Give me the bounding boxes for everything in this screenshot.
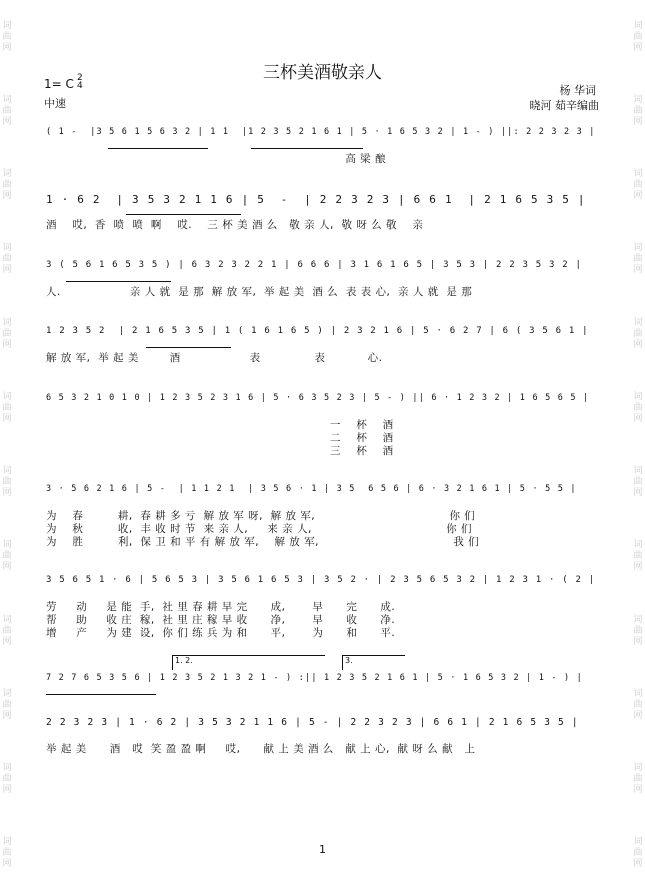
beam-underline [126,214,241,215]
notation-line: 3 · 5 6 2 1 6 | 5 - | 1 1 2 1 | 3 5 6 · 1 | 3 5 6 5 6 | 6 · 3 2 1 6 1 | 5 · 5 5 | [46,484,577,494]
notation-line: 3 ( 5 6 1 6 5 3 5 ) | 6 3 2 3 2 2 1 | 6 6 6 | 3 1 6 1 6 5 | 3 5 3 | 2 2 3 5 3 2 | [46,260,583,270]
staff-system-9 [46,717,601,791]
lyrics-line: 帮 助 收 庄 稼, 社 里 庄 稼 早 收 净, 早 收 净. [46,614,396,626]
key-signature [44,73,83,91]
composer-credit: 晓河 茹辛编曲 [529,99,599,112]
first-ending-bracket [172,655,325,670]
first-ending-label: 1. 2. [175,656,193,665]
lyrics-line: 二 杯 酒 [46,432,394,444]
second-ending-bracket [342,655,405,670]
time-signature [77,74,83,90]
beam-underline [66,281,171,282]
staff-system-1 [46,127,601,201]
lyrics-line: 为 秋 收, 丰 收 时 节 来 亲 人, 来 亲 人, 你 们 [46,523,472,535]
lyricist-credit: 杨 华词 [559,84,596,97]
staff-system-3 [46,260,601,334]
notation-line: 2 2 3 2 3 | 1 · 6 2 | 3 5 3 2 1 1 6 | 5 - | 2 2 3 2 3 | 6 6 1 | 2 1 6 5 3 5 | [46,717,579,728]
song-title: 三杯美酒敬亲人 [263,63,382,83]
notation-line: 1 2 3 5 2 | 2 1 6 5 3 5 | 1 ( 1 6 1 6 5 ) | 2 3 2 1 6 | 5 · 6 2 7 | 6 ( 3 5 6 1 | [46,326,589,336]
watermark-left: 词曲网 词曲网 词曲网 词曲网 词曲网 词曲网 词曲网 词曲网 词曲网 词曲网 词曲网 词曲网 [2,20,12,870]
notation-line: 6 5 3 2 1 0 1 0 | 1 2 3 5 2 3 1 6 | 5 · 6 3 5 2 3 | 5 - ) || 6 · 1 2 3 2 | 1 6 5 6 5 | [46,393,590,403]
time-top: 2 [77,73,83,83]
lyrics-line: 解 放 军, 举 起 美 酒 表 表 心. [46,352,383,364]
staff-system-4 [46,326,601,400]
lyrics-line: 为 胜 利, 保 卫 和 平 有 解 放 军, 解 放 军, 我 们 [46,536,480,548]
lyrics-line: 增 产 为 建 设, 你 们 练 兵 为 和 平, 为 和 平. [46,627,396,639]
time-bottom: 4 [77,81,83,91]
beam-underline [46,694,156,695]
lyrics-line: 为 春 耕, 春 耕 多 亏 解 放 军 呀, 解 放 军, 你 们 [46,510,476,522]
lyrics-line: 高 梁 酿 [46,153,387,165]
notation-line: 3 5 6 5 1 · 6 | 5 6 5 3 | 3 5 6 1 6 5 3 | 3 5 2 · | 2 3 5 6 5 3 2 | 1 2 3 1 · ( 2 | [46,575,596,585]
beam-underline [108,148,208,149]
lyrics-line: 举 起 美 酒 哎 笑 盈 盈 啊 哎, 献 上 美 酒 么 献 上 心, 献 呀 么 献 上 [46,743,476,755]
watermark-right: 词曲网 词曲网 词曲网 词曲网 词曲网 词曲网 词曲网 词曲网 词曲网 词曲网 词曲网 词曲网 [633,20,643,870]
key-text: 1= C [44,77,74,91]
beam-underline [146,347,231,348]
notation-line: 1 · 6 2 | 3 5 3 2 1 1 6 | 5 - | 2 2 3 2 3 | 6 6 1 | 2 1 6 5 3 5 | [46,193,586,206]
page-number: 1 [319,843,326,856]
staff-system-6 [46,484,601,558]
notation-line: ( 1 - |3 5 6 1 5 6 3 2 | 1 1 |1 2 3 5 2 1 6 1 | 5 · 1 6 5 3 2 | 1 - ) ||: 2 2 3 2 3 | [46,127,596,137]
lyrics-line: 三 杯 酒 [46,445,394,457]
beam-underline [251,148,363,149]
lyrics-line: 酒 哎, 香 喷 喷 啊 哎. 三 杯 美 酒 么 敬 亲 人, 敬 呀 么 敬 亲 [46,219,424,231]
lyrics-line: 劳 动 是 能 手, 社 里 春 耕 早 完 成, 早 完 成. [46,601,396,613]
second-ending-label: 3. [345,656,353,665]
notation-line: 7 2 7 6 5 3 5 6 | 1 2 3 5 2 1 3 2 1 - ) :|| 1 2 3 5 2 1 6 1 | 5 · 1 6 5 3 2 | 1 - ) | [46,673,583,683]
staff-system-2 [46,193,601,267]
lyrics-line: 人. 亲 人 就 是 那 解 放 军, 举 起 美 酒 么 表 表 心, 亲 人 就 是 那 [46,286,473,298]
tempo-marking: 中速 [44,97,66,110]
lyrics-line: 一 杯 酒 [46,419,394,431]
staff-system-7 [46,575,601,649]
staff-system-5 [46,393,601,467]
